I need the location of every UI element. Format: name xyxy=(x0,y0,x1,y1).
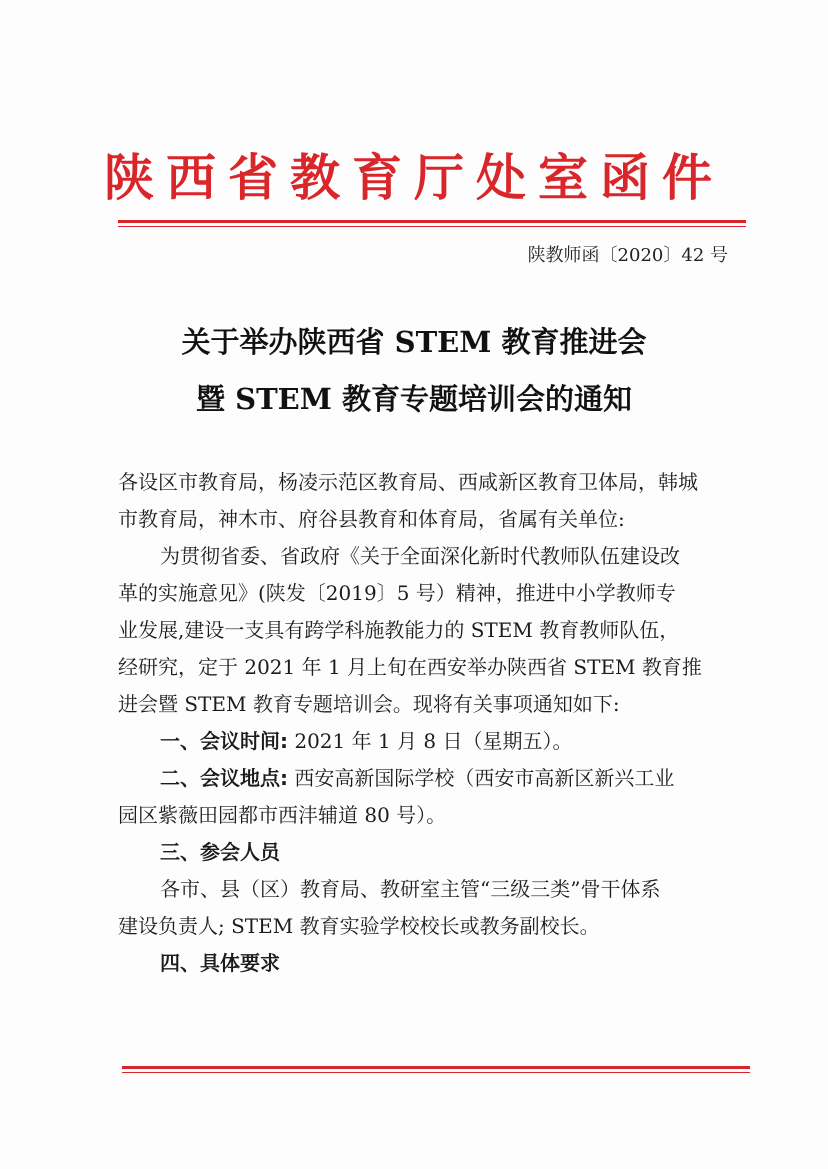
masthead-title: 陕西省教育厅处室函件 xyxy=(104,149,724,207)
masthead-divider-thin xyxy=(118,226,746,227)
section-2-text-line-1: 西安高新国际学校（西安市高新区新兴工业 xyxy=(288,766,675,790)
footer-divider-thin xyxy=(122,1072,750,1073)
masthead-divider-thick xyxy=(118,220,746,223)
section-2-heading: 二、会议地点: xyxy=(160,766,288,790)
document-body xyxy=(118,464,730,982)
section-1-heading: 一、会议时间: xyxy=(160,729,288,753)
section-1-text: 2021 年 1 月 8 日（星期五）。 xyxy=(288,729,573,753)
intro-line-2: 革的实施意见》(陕发〔2019〕5 号）精神，推进中小学教师专 xyxy=(118,581,676,605)
recipients-line-2: 市教育局，神木市、府谷县教育和体育局，省属有关单位: xyxy=(118,507,625,531)
document-title-line-1: 关于举办陕西省 STEM 教育推进会 xyxy=(181,325,647,359)
footer-divider-thick xyxy=(122,1066,750,1069)
section-1 xyxy=(118,723,730,760)
section-2 xyxy=(118,760,730,797)
section-3-heading: 三、参会人员 xyxy=(160,840,280,864)
section-4-heading: 四、具体要求 xyxy=(160,951,280,975)
section-3-text-line-2: 建设负责人; STEM 教育实验学校校长或教务副校长。 xyxy=(118,914,600,938)
intro-line-4: 经研究，定于 2021 年 1 月上旬在西安举办陕西省 STEM 教育推 xyxy=(118,655,702,679)
intro-line-3: 业发展,建设一支具有跨学科施教能力的 STEM 教育教师队伍， xyxy=(118,618,680,642)
section-3-text-line-1: 各市、县（区）教育局、教研室主管“三级三类”骨干体系 xyxy=(160,877,661,901)
document-number: 陕教师函〔2020〕42 号 xyxy=(527,245,728,266)
intro-line-1: 为贯彻省委、省政府《关于全面深化新时代教师队伍建设改 xyxy=(160,544,680,568)
document-title-line-2: 暨 STEM 教育专题培训会的通知 xyxy=(196,382,632,416)
intro-line-5: 进会暨 STEM 教育专题培训会。现将有关事项通知如下: xyxy=(118,692,620,716)
section-2-text-line-2: 园区紫薇田园都市西沣辅道 80 号）。 xyxy=(118,803,447,827)
recipients-line-1: 各设区市教育局，杨凌示范区教育局、西咸新区教育卫体局，韩城 xyxy=(118,470,698,494)
